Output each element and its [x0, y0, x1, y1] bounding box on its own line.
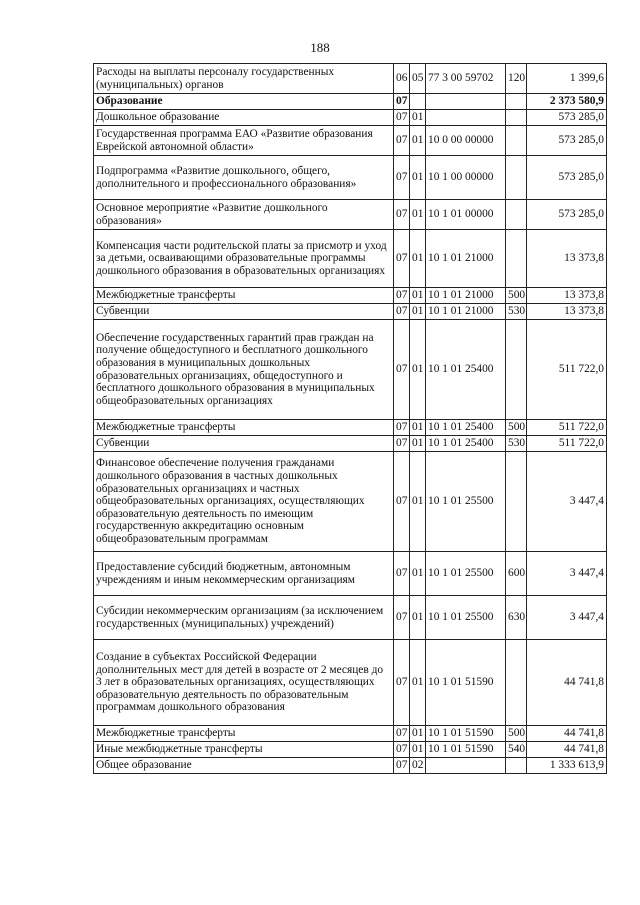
row-target-article: 10 1 01 25400 [426, 436, 506, 452]
row-expense-type: 530 [506, 304, 527, 320]
row-section-code: 06 [394, 64, 410, 94]
row-expense-type: 530 [506, 436, 527, 452]
row-subsection-code: 01 [410, 304, 426, 320]
row-section-code: 07 [394, 304, 410, 320]
row-expense-type: 500 [506, 420, 527, 436]
row-subsection-code: 05 [410, 64, 426, 94]
table-row [94, 758, 607, 774]
table-row [94, 94, 607, 110]
row-section-code: 07 [394, 320, 410, 420]
row-expense-type: 500 [506, 726, 527, 742]
row-expense-type: 500 [506, 288, 527, 304]
row-name: Общее образование [94, 758, 394, 774]
table-row [94, 742, 607, 758]
row-subsection-code: 01 [410, 452, 426, 552]
table-row [94, 420, 607, 436]
row-amount: 13 373,8 [527, 230, 607, 288]
row-section-code: 07 [394, 200, 410, 230]
row-name: Подпрограмма «Развитие дошкольного, общего, дополнительного и профессионального образования» [94, 156, 394, 200]
row-subsection-code: 01 [410, 742, 426, 758]
row-subsection-code: 01 [410, 320, 426, 420]
row-amount: 3 447,4 [527, 452, 607, 552]
row-amount: 573 285,0 [527, 110, 607, 126]
row-name: Межбюджетные трансферты [94, 288, 394, 304]
row-target-article: 10 1 01 21000 [426, 304, 506, 320]
row-name: Межбюджетные трансферты [94, 726, 394, 742]
row-name: Государственная программа ЕАО «Развитие образования Еврейской автономной области» [94, 126, 394, 156]
row-expense-type [506, 94, 527, 110]
row-subsection-code: 01 [410, 596, 426, 640]
row-amount: 44 741,8 [527, 742, 607, 758]
table-row [94, 452, 607, 552]
table-row [94, 552, 607, 596]
row-target-article [426, 94, 506, 110]
row-target-article [426, 110, 506, 126]
table-row [94, 288, 607, 304]
row-subsection-code: 01 [410, 126, 426, 156]
row-subsection-code: 02 [410, 758, 426, 774]
row-section-code: 07 [394, 742, 410, 758]
row-target-article: 10 1 01 25400 [426, 420, 506, 436]
row-amount: 3 447,4 [527, 596, 607, 640]
row-target-article: 10 1 01 25400 [426, 320, 506, 420]
row-section-code: 07 [394, 726, 410, 742]
row-subsection-code: 01 [410, 110, 426, 126]
row-expense-type: 630 [506, 596, 527, 640]
table-row [94, 126, 607, 156]
row-expense-type [506, 156, 527, 200]
row-target-article: 77 3 00 59702 [426, 64, 506, 94]
row-target-article: 10 1 01 25500 [426, 596, 506, 640]
row-section-code: 07 [394, 288, 410, 304]
row-section-code: 07 [394, 156, 410, 200]
row-name: Субвенции [94, 304, 394, 320]
row-section-code: 07 [394, 420, 410, 436]
row-section-code: 07 [394, 452, 410, 552]
row-name: Предоставление субсидий бюджетным, автономным учреждениям и иным некоммерческим организациям [94, 552, 394, 596]
row-amount: 1 333 613,9 [527, 758, 607, 774]
row-target-article: 10 1 01 21000 [426, 230, 506, 288]
row-subsection-code: 01 [410, 230, 426, 288]
row-target-article: 10 1 00 00000 [426, 156, 506, 200]
row-target-article: 10 1 01 51590 [426, 640, 506, 726]
row-target-article: 10 1 01 25500 [426, 552, 506, 596]
row-amount: 573 285,0 [527, 126, 607, 156]
row-amount: 1 399,6 [527, 64, 607, 94]
row-subsection-code: 01 [410, 200, 426, 230]
row-name: Субвенции [94, 436, 394, 452]
row-subsection-code: 01 [410, 640, 426, 726]
row-expense-type: 600 [506, 552, 527, 596]
row-expense-type [506, 758, 527, 774]
row-amount: 3 447,4 [527, 552, 607, 596]
row-name: Создание в субъектах Российской Федерации дополнительных мест для детей в возрасте от 2 месяцев до 3 лет в образовательных организациях, осуществляющих образовательную деятельность по образовательным программам дошкольного образования [94, 640, 394, 726]
row-section-code: 07 [394, 436, 410, 452]
table-row [94, 156, 607, 200]
row-amount: 511 722,0 [527, 436, 607, 452]
row-target-article: 10 1 01 00000 [426, 200, 506, 230]
row-expense-type [506, 640, 527, 726]
row-expense-type [506, 230, 527, 288]
table-row [94, 110, 607, 126]
row-amount: 511 722,0 [527, 320, 607, 420]
row-amount: 511 722,0 [527, 420, 607, 436]
row-section-code: 07 [394, 758, 410, 774]
row-target-article: 10 1 01 21000 [426, 288, 506, 304]
row-amount: 44 741,8 [527, 726, 607, 742]
row-name: Компенсация части родительской платы за присмотр и уход за детьми, осваивающими образовательные программы дошкольного образования в образовательных организациях [94, 230, 394, 288]
row-name: Расходы на выплаты персоналу государственных (муниципальных) органов [94, 64, 394, 94]
page-number: 188 [310, 40, 330, 55]
row-section-code: 07 [394, 94, 410, 110]
row-section-code: 07 [394, 230, 410, 288]
row-expense-type [506, 110, 527, 126]
table-row [94, 726, 607, 742]
row-amount: 13 373,8 [527, 288, 607, 304]
row-name: Обеспечение государственных гарантий прав граждан на получение общедоступного и бесплатного дошкольного образования в муниципальных дошкольных образовательных организациях, общедоступного и бесплатного дошкольного образования в муниципальных общеобразовательных организациях [94, 320, 394, 420]
row-target-article: 10 0 00 00000 [426, 126, 506, 156]
row-subsection-code: 01 [410, 156, 426, 200]
table-row [94, 304, 607, 320]
table-row [94, 64, 607, 94]
row-target-article: 10 1 01 51590 [426, 726, 506, 742]
row-expense-type [506, 200, 527, 230]
row-target-article: 10 1 01 25500 [426, 452, 506, 552]
row-amount: 573 285,0 [527, 156, 607, 200]
row-subsection-code [410, 94, 426, 110]
row-name: Субсидии некоммерческим организациям (за исключением государственных (муниципальных) учреждений) [94, 596, 394, 640]
table-row [94, 596, 607, 640]
row-section-code: 07 [394, 110, 410, 126]
row-expense-type: 540 [506, 742, 527, 758]
table-row [94, 436, 607, 452]
row-amount: 573 285,0 [527, 200, 607, 230]
row-subsection-code: 01 [410, 436, 426, 452]
row-section-code: 07 [394, 126, 410, 156]
row-target-article [426, 758, 506, 774]
row-subsection-code: 01 [410, 726, 426, 742]
table-row [94, 230, 607, 288]
row-amount: 13 373,8 [527, 304, 607, 320]
row-target-article: 10 1 01 51590 [426, 742, 506, 758]
row-name: Межбюджетные трансферты [94, 420, 394, 436]
row-name: Образование [94, 94, 394, 110]
budget-table-body [94, 64, 607, 774]
row-section-code: 07 [394, 640, 410, 726]
budget-table [93, 63, 607, 774]
row-subsection-code: 01 [410, 552, 426, 596]
row-amount: 2 373 580,9 [527, 94, 607, 110]
row-subsection-code: 01 [410, 420, 426, 436]
row-expense-type [506, 452, 527, 552]
row-expense-type [506, 320, 527, 420]
row-name: Дошкольное образование [94, 110, 394, 126]
table-row [94, 640, 607, 726]
row-name: Основное мероприятие «Развитие дошкольного образования» [94, 200, 394, 230]
row-section-code: 07 [394, 552, 410, 596]
table-row [94, 320, 607, 420]
row-amount: 44 741,8 [527, 640, 607, 726]
row-expense-type: 120 [506, 64, 527, 94]
row-subsection-code: 01 [410, 288, 426, 304]
table-row [94, 200, 607, 230]
row-expense-type [506, 126, 527, 156]
row-section-code: 07 [394, 596, 410, 640]
row-name: Финансовое обеспечение получения гражданами дошкольного образования в частных дошкольных образовательных организациях и частных общеобразовательных организациях, осуществляющих образовательную деятельность по имеющим государственную аккредитацию основным общеобразовательным программам [94, 452, 394, 552]
row-name: Иные межбюджетные трансферты [94, 742, 394, 758]
